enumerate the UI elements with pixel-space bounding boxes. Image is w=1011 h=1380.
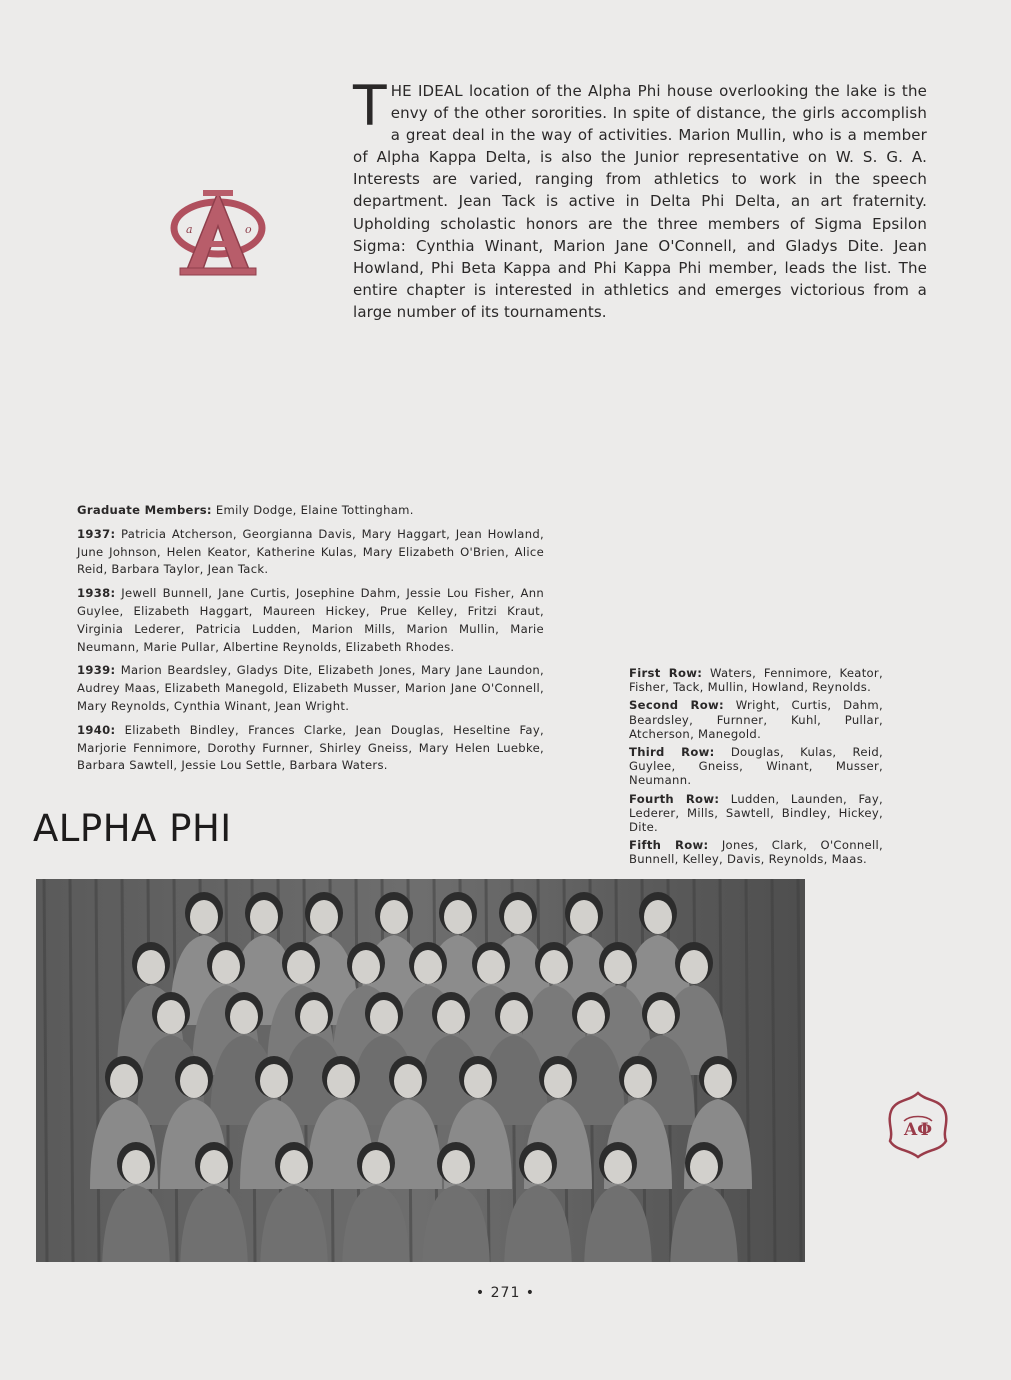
member-group-names: Jewell Bunnell, Jane Curtis, Josephine Dahm, Jessie Lou Fisher, Ann Guylee, Elizabeth Haggart, Maureen Hickey, Prue Kelley, Fritzi Kraut, Virginia Lederer, Patricia Ludden, Marion Mills, Marion Mullin, Marie Neumann, Marie Pullar, Albertine Reynolds, Elizabeth Rhodes. (77, 586, 544, 654)
member-group-graduate (77, 502, 544, 520)
member-group-names: Marion Beardsley, Gladys Dite, Elizabeth Jones, Mary Jane Laundon, Audrey Maas, Elizabeth Manegold, Elizabeth Musser, Marion Jane O'Connell, Mary Reynolds, Cynthia Winant, Jean Wright. (77, 663, 544, 713)
group-photo (36, 879, 805, 1262)
member-group-label: 1938: (77, 586, 116, 601)
member-group-label: 1937: (77, 526, 116, 541)
photo-caption (629, 666, 883, 871)
drop-cap: T (353, 74, 387, 138)
seal-letters: ΑΦ (904, 1120, 932, 1140)
caption-row-1 (629, 666, 883, 694)
member-group-1938 (77, 585, 544, 656)
caption-row-5 (629, 838, 883, 866)
member-group-1939 (77, 662, 544, 715)
caption-row-label: First Row: (629, 666, 703, 680)
caption-row-label: Fifth Row: (629, 838, 709, 853)
member-group-label: 1939: (77, 663, 116, 678)
intro-paragraph (353, 74, 927, 323)
caption-row-label: Third Row: (629, 745, 715, 760)
caption-row-4 (629, 792, 883, 835)
member-group-label: Graduate Members: (77, 503, 212, 517)
caption-row-label: Fourth Row: (629, 791, 720, 806)
crest-small-right: o (245, 223, 252, 236)
group-photo-image (36, 879, 805, 1262)
intro-text: HE IDEAL location of the Alpha Phi house overlooking the lake is the envy of the other sororities. In spite of distance, the girls accomplish a great deal in the way of activities. Marion Mullin, who is a member of Alpha Kappa Delta, is also the Junior representative on W. S. G. A. Interests are varied, ranging from athletics to work in the speech department. Jean Tack is active in Delta Phi Delta, an art fraternity. Upholding scholastic honors are the three members of Sigma Epsilon Sigma: Cynthia Winant, Marion Jane O'Connell, and Gladys Dite. Jean Howland, Phi Beta Kappa and Phi Kappa Phi member, leads the list. The entire chapter is interested in athletics and emerges victorious from a large number of its tournaments. (353, 82, 927, 321)
caption-row-3 (629, 745, 883, 788)
member-group-1937 (77, 526, 544, 579)
member-group-label: 1940: (77, 722, 116, 737)
alpha-phi-crest-icon (168, 186, 268, 278)
caption-row-label: Second Row: (629, 698, 724, 713)
member-group-names: Patricia Atcherson, Georgianna Davis, Mary Haggart, Jean Howland, June Johnson, Helen Keator, Katherine Kulas, Mary Elizabeth O'Brien, Alice Reid, Barbara Taylor, Jean Tack. (77, 526, 544, 577)
caption-row-names: Waters, Fennimore, Keator, Fisher, Tack, Mullin, Howland, Reynolds. (629, 666, 883, 695)
caption-row-names: Douglas, Kulas, Reid, Guylee, Gneiss, Winant, Musser, Neumann. (629, 745, 883, 788)
page-number: • 271 • (475, 1285, 536, 1301)
crest-small-left: a (186, 223, 193, 236)
member-group-1940 (77, 722, 544, 775)
caption-row-names: Wright, Curtis, Dahm, Beardsley, Furnner, Kuhl, Pullar, Atcherson, Manegold. (629, 698, 883, 741)
member-list (77, 502, 544, 781)
member-group-names: Elizabeth Bindley, Frances Clarke, Jean Douglas, Heseltine Fay, Marjorie Fennimore, Dorothy Furnner, Shirley Gneiss, Mary Helen Luebke, Barbara Sawtell, Jessie Lou Settle, Barbara Waters. (77, 722, 544, 773)
caption-row-2 (629, 698, 883, 741)
member-group-names: Emily Dodge, Elaine Tottingham. (215, 503, 414, 517)
alpha-phi-seal-icon (886, 1091, 950, 1159)
caption-row-names: Ludden, Launden, Fay, Lederer, Mills, Sawtell, Bindley, Hickey, Dite. (629, 791, 883, 835)
caption-row-names: Jones, Clark, O'Connell, Bunnell, Kelley, Davis, Reynolds, Maas. (629, 838, 883, 867)
page-title: ALPHA PHI (33, 807, 232, 850)
